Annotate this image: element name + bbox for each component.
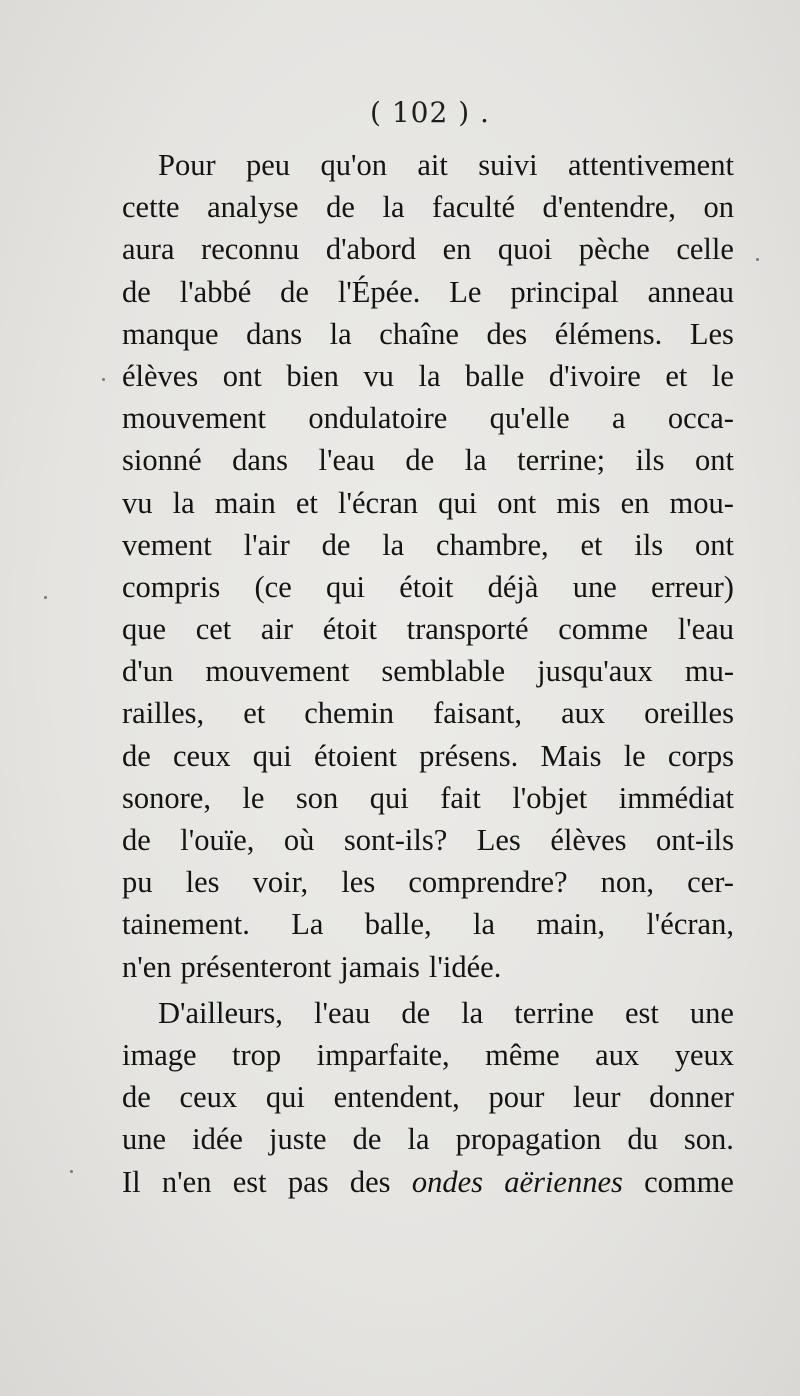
text-line: de ceux qui étoient présens. Mais le corps (122, 738, 734, 773)
text-line: que cet air étoit transporté comme l'eau (122, 612, 734, 647)
paper-speck (102, 378, 105, 381)
text-line: de l'abbé de l'Épée. Le principal anneau (122, 274, 734, 309)
text-line: vement l'air de la chambre, et ils ont (122, 527, 734, 562)
paper-speck (70, 1170, 73, 1173)
paper-speck (44, 596, 47, 599)
text-line: D'ailleurs, l'eau de la terrine est une (158, 995, 734, 1030)
paper-speck (756, 258, 759, 261)
text-line: vu la main et l'écran qui ont mis en mou- (122, 485, 734, 520)
text-line: sionné dans l'eau de la terrine; ils ont (122, 443, 734, 478)
text-line: de l'ouïe, où sont-ils? Les élèves ont-ils (122, 823, 734, 857)
text-line: Il n'en est pas des ondes aëriennes comme (122, 1164, 734, 1199)
text-line: une idée juste de la propagation du son. (122, 1122, 734, 1157)
text-line: élèves ont bien vu la balle d'ivoire et le (122, 358, 734, 393)
text-line: de ceux qui entendent, pour leur donner (122, 1080, 734, 1115)
paragraph-1 (122, 144, 734, 988)
text-line: Pour peu qu'on ait suivi attentivement (158, 148, 734, 182)
text-line: mouvement ondulatoire qu'elle a occa- (122, 401, 734, 436)
text-line: sonore, le son qui fait l'objet immédiat (122, 780, 734, 815)
text-line: n'en présenteront jamais l'idée. (122, 949, 502, 984)
text-line: tainement. La balle, la main, l'écran, (122, 907, 734, 942)
page-number: ( 102 ) . (370, 96, 490, 129)
body-text (122, 144, 734, 1203)
text-line: railles, et chemin faisant, aux oreilles (122, 696, 734, 731)
text-line: compris (ce qui étoit déjà une erreur) (122, 569, 734, 604)
text-line: aura reconnu d'abord en quoi pèche celle (122, 232, 734, 267)
text-line: d'un mouvement semblable jusqu'aux mu- (122, 654, 734, 689)
text-line: cette analyse de la faculté d'entendre, on (122, 190, 734, 225)
paragraph-2 (122, 992, 734, 1203)
text-line: image trop imparfaite, même aux yeux (122, 1037, 734, 1072)
text-line: pu les voir, les comprendre? non, cer- (122, 865, 734, 900)
text-line: manque dans la chaîne des élémens. Les (122, 316, 734, 351)
